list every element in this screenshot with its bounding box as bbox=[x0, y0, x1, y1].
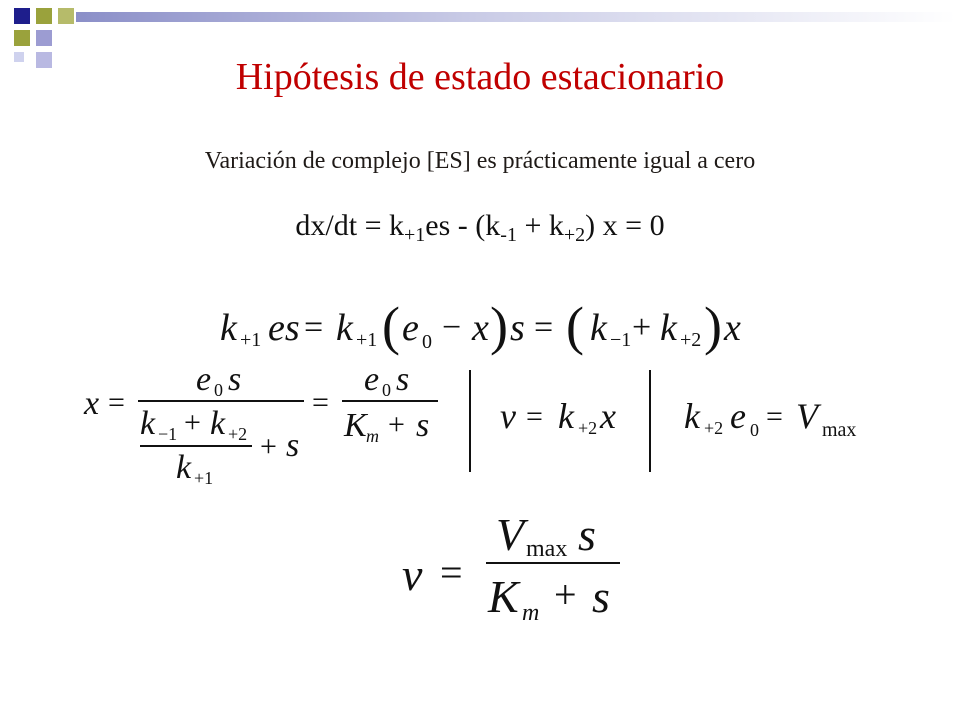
svg-text:+2: +2 bbox=[228, 424, 248, 444]
svg-text:=: = bbox=[304, 309, 324, 346]
svg-text:=: = bbox=[312, 386, 329, 419]
svg-text:+: + bbox=[184, 406, 201, 439]
svg-text:−1: −1 bbox=[610, 329, 632, 351]
svg-text:v: v bbox=[402, 549, 423, 600]
svg-text:): ) bbox=[490, 296, 508, 356]
svg-text:e: e bbox=[402, 307, 419, 349]
svg-text:s: s bbox=[396, 361, 410, 398]
svg-text:+: + bbox=[632, 309, 652, 346]
svg-text:k: k bbox=[210, 405, 226, 442]
svg-text:es: es bbox=[268, 307, 300, 349]
michaelis-menten-equation bbox=[402, 509, 620, 626]
svg-text:m: m bbox=[522, 600, 540, 626]
svg-text:): ) bbox=[704, 296, 722, 356]
svg-text:=: = bbox=[534, 309, 554, 346]
svg-text:(: ( bbox=[566, 296, 584, 356]
rate-equation: $dx/dt = k_{+1}es - (k_{-1} + k_{+2}) x = 0$ bbox=[295, 209, 665, 246]
svg-text:=: = bbox=[766, 400, 783, 433]
svg-text:+2: +2 bbox=[578, 418, 598, 438]
svg-text:+: + bbox=[260, 430, 277, 463]
svg-text:e: e bbox=[730, 396, 746, 436]
svg-text:=: = bbox=[526, 400, 543, 433]
vmax-definition-equation bbox=[684, 396, 856, 441]
svg-text:k: k bbox=[558, 396, 574, 436]
svg-text:s: s bbox=[286, 427, 300, 464]
svg-text:v: v bbox=[500, 396, 516, 436]
svg-text:+1: +1 bbox=[240, 329, 262, 351]
svg-text:0: 0 bbox=[214, 380, 223, 400]
svg-text:+2: +2 bbox=[680, 329, 702, 351]
svg-text:x: x bbox=[600, 396, 616, 436]
steady-state-equation bbox=[220, 296, 741, 356]
rate-law-equation bbox=[500, 396, 616, 438]
svg-text:x: x bbox=[472, 307, 489, 349]
svg-text:=: = bbox=[108, 386, 125, 419]
svg-text:s: s bbox=[416, 407, 430, 444]
svg-text:V: V bbox=[796, 396, 818, 436]
svg-text:+: + bbox=[388, 408, 405, 441]
svg-text:s: s bbox=[592, 571, 610, 622]
svg-text:k: k bbox=[140, 405, 156, 442]
slide-title: Hipótesis de estado estacionario bbox=[235, 56, 725, 98]
svg-text:(: ( bbox=[382, 296, 400, 356]
svg-text:k: k bbox=[660, 307, 677, 349]
svg-text:+1: +1 bbox=[194, 468, 214, 488]
svg-text:k: k bbox=[336, 307, 353, 349]
svg-text:k: k bbox=[176, 449, 192, 486]
svg-text:e: e bbox=[196, 361, 212, 398]
svg-text:+1: +1 bbox=[356, 329, 378, 351]
svg-text:max: max bbox=[822, 419, 857, 441]
svg-text:s: s bbox=[578, 509, 596, 560]
svg-text:=: = bbox=[440, 550, 463, 595]
svg-text:−1: −1 bbox=[158, 424, 178, 444]
svg-text:k: k bbox=[590, 307, 607, 349]
svg-text:m: m bbox=[366, 426, 379, 446]
svg-text:s: s bbox=[228, 361, 242, 398]
x-solution-equation bbox=[83, 361, 438, 488]
svg-text:V: V bbox=[496, 509, 525, 560]
svg-text:s: s bbox=[510, 307, 525, 349]
svg-text:k: k bbox=[684, 396, 700, 436]
svg-text:max: max bbox=[526, 536, 568, 562]
svg-text:0: 0 bbox=[422, 331, 432, 353]
svg-text:x: x bbox=[84, 385, 100, 422]
svg-text:k: k bbox=[220, 307, 237, 349]
svg-text:+: + bbox=[554, 572, 577, 617]
svg-text:0: 0 bbox=[382, 380, 391, 400]
svg-text:+2: +2 bbox=[704, 418, 724, 438]
svg-text:K: K bbox=[344, 407, 367, 444]
slide-subtitle: Variación de complejo [ES] es prácticamente igual a cero bbox=[204, 148, 756, 174]
svg-text:K: K bbox=[488, 571, 519, 622]
svg-text:x: x bbox=[724, 307, 741, 349]
svg-text:e: e bbox=[364, 361, 380, 398]
svg-text:−: − bbox=[442, 309, 462, 346]
svg-text:0: 0 bbox=[750, 420, 759, 440]
